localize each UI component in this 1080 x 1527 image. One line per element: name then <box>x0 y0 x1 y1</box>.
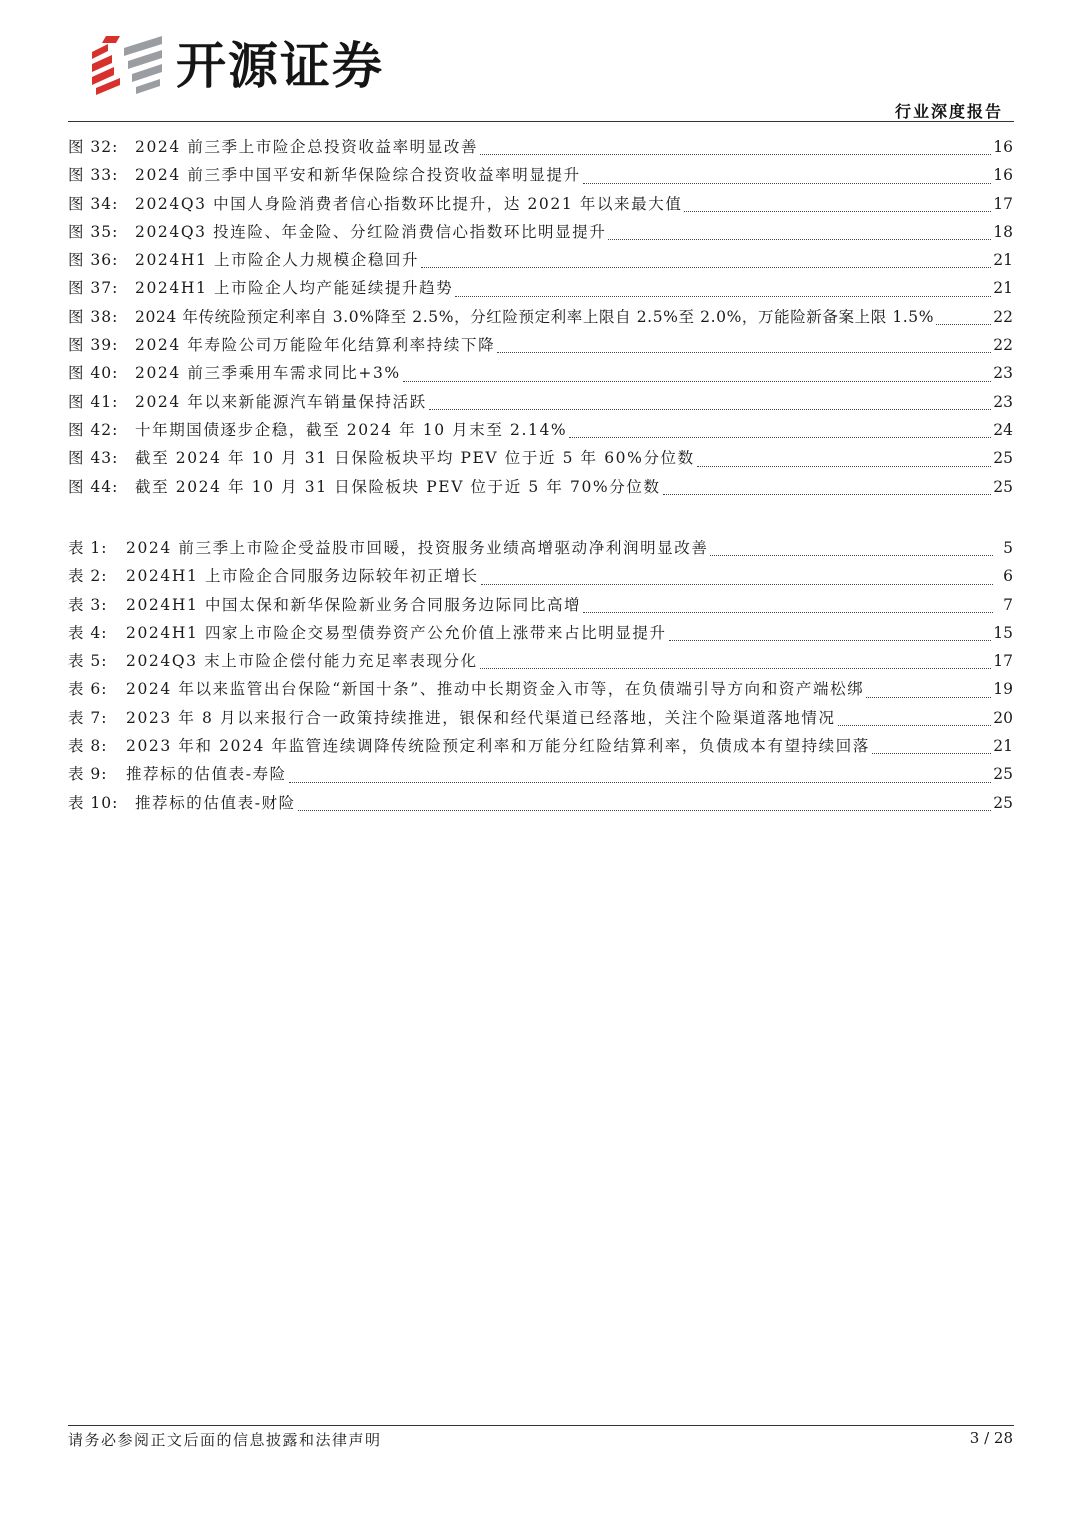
dot-leader <box>403 380 992 382</box>
entry-title: 2023 年和 2024 年监管连续调降传统险预定利率和万能分红险结算利率，负债成本有望持续回落 <box>126 737 870 756</box>
company-logo-mark-icon <box>90 34 165 96</box>
entry-page: 17 <box>993 194 1013 213</box>
entry-label: 图 37: <box>68 279 119 298</box>
dot-leader <box>497 351 991 353</box>
toc-entry[interactable] <box>68 306 1013 334</box>
entry-page: 19 <box>993 680 1013 699</box>
entry-title: 2024Q3 投连险、年金险、分红险消费信心指数环比明显提升 <box>135 222 607 241</box>
toc-entry[interactable] <box>68 792 1013 820</box>
dot-leader <box>480 153 991 155</box>
toc-entry[interactable] <box>68 594 1013 622</box>
toc-entry[interactable] <box>68 537 1013 565</box>
entry-title: 2024H1 上市险企合同服务边际较年初正增长 <box>126 567 479 586</box>
entry-label: 表 9: <box>68 765 108 784</box>
toc-entry[interactable] <box>68 136 1013 164</box>
entry-page: 22 <box>993 336 1013 355</box>
dot-leader <box>866 696 991 698</box>
dot-leader <box>455 295 991 297</box>
entry-title: 2024 年以来监管出台保险“新国十条”、推动中长期资金入市等，在负债端引导方向和资产端松绑 <box>126 680 865 699</box>
entry-page: 6 <box>1003 567 1013 586</box>
toc-entry[interactable] <box>68 650 1013 678</box>
entry-label: 图 43: <box>68 449 119 468</box>
toc-entry[interactable] <box>68 193 1013 221</box>
dot-leader <box>289 781 992 783</box>
entry-title: 2024H1 中国太保和新华保险新业务合同服务边际同比高增 <box>126 595 582 614</box>
entry-page: 23 <box>993 392 1013 411</box>
entry-title: 2024 前三季上市险企受益股市回暖，投资服务业绩高增驱动净利润明显改善 <box>126 539 709 557</box>
entry-title: 2024 前三季中国平安和新华保险综合投资收益率明显提升 <box>135 166 581 185</box>
entry-page: 25 <box>993 765 1013 784</box>
toc-entry[interactable] <box>68 362 1013 390</box>
entry-page: 22 <box>993 307 1013 326</box>
dot-leader <box>697 465 992 467</box>
entry-title: 2024 前三季乘用车需求同比+3% <box>135 364 401 383</box>
company-name: 开源证券 <box>176 37 384 95</box>
entry-page: 18 <box>993 222 1013 241</box>
dot-leader <box>684 210 991 212</box>
entry-label: 图 32: <box>68 138 119 156</box>
entry-label: 图 44: <box>68 477 119 496</box>
report-type-label: 行业深度报告 <box>894 102 1003 121</box>
dot-leader <box>480 667 992 669</box>
entry-label: 图 40: <box>68 364 119 383</box>
toc-entry[interactable] <box>68 277 1013 305</box>
dot-leader <box>298 809 992 811</box>
entry-title: 2024 年以来新能源汽车销量保持活跃 <box>135 392 427 411</box>
entry-label: 图 36: <box>68 251 119 270</box>
entry-title: 截至 2024 年 10 月 31 日保险板块平均 PEV 位于近 5 年 60%分位数 <box>135 449 695 468</box>
entry-page: 25 <box>993 793 1013 812</box>
entry-label: 图 34: <box>68 194 119 213</box>
entry-label: 图 42: <box>68 420 119 439</box>
entry-label: 表 3: <box>68 595 108 614</box>
entry-page: 16 <box>993 166 1013 185</box>
dot-leader <box>608 238 991 240</box>
toc-entry[interactable] <box>68 391 1013 419</box>
entry-label: 表 6: <box>68 680 108 699</box>
dot-leader <box>936 323 991 325</box>
toc-entry[interactable] <box>68 707 1013 735</box>
entry-title: 推荐标的估值表-财险 <box>135 793 296 812</box>
entry-title: 2024H1 上市险企人均产能延续提升趋势 <box>135 279 454 298</box>
entry-label: 表 8: <box>68 737 108 756</box>
entry-title: 十年期国债逐步企稳，截至 2024 年 10 月末至 2.14% <box>135 420 568 439</box>
toc-entry[interactable] <box>68 419 1013 447</box>
entry-page: 7 <box>1003 595 1013 614</box>
entry-label: 表 7: <box>68 708 108 727</box>
entry-page: 24 <box>993 420 1013 439</box>
entry-page: 5 <box>1003 539 1013 557</box>
entry-page: 20 <box>993 708 1013 727</box>
entry-label: 图 35: <box>68 222 119 241</box>
toc-entry[interactable] <box>68 565 1013 593</box>
entry-label: 表 10: <box>68 793 119 812</box>
dot-leader <box>583 182 992 184</box>
entry-page: 21 <box>993 737 1013 756</box>
dot-leader <box>663 493 992 495</box>
entry-label: 图 39: <box>68 336 119 355</box>
entry-title: 2024 年寿险公司万能险年化结算利率持续下降 <box>135 336 496 355</box>
dot-leader <box>838 724 992 726</box>
entry-page: 21 <box>993 279 1013 298</box>
entry-label: 表 5: <box>68 652 108 671</box>
entry-title: 2024 前三季上市险企总投资收益率明显改善 <box>135 138 479 156</box>
entry-label: 表 4: <box>68 623 108 642</box>
entry-title: 2024H1 上市险企人力规模企稳回升 <box>135 251 420 270</box>
toc-entry[interactable] <box>68 763 1013 791</box>
figure-list <box>68 136 1013 504</box>
toc-entry[interactable] <box>68 249 1013 277</box>
page-number: 3 / 28 <box>969 1429 1013 1447</box>
entry-page: 17 <box>993 652 1013 671</box>
dot-leader <box>872 752 991 754</box>
entry-page: 16 <box>993 138 1013 156</box>
entry-page: 23 <box>993 364 1013 383</box>
dot-leader <box>421 266 991 268</box>
entry-page: 25 <box>993 477 1013 496</box>
toc-entry[interactable] <box>68 735 1013 763</box>
footer-disclaimer: 请务必参阅正文后面的信息披露和法律声明 <box>68 1431 382 1449</box>
entry-title: 2023 年 8 月以来报行合一政策持续推进，银保和经代渠道已经落地，关注个险渠道落地情况 <box>126 708 836 727</box>
footer-divider <box>68 1425 1014 1426</box>
entry-title: 2024Q3 末上市险企偿付能力充足率表现分化 <box>126 652 478 671</box>
toc-entry[interactable] <box>68 221 1013 249</box>
entry-title: 截至 2024 年 10 月 31 日保险板块 PEV 位于近 5 年 70%分位数 <box>135 477 661 496</box>
table-list <box>68 537 1013 820</box>
toc-entry[interactable] <box>68 447 1013 475</box>
entry-label: 表 2: <box>68 567 108 586</box>
dot-leader <box>583 611 993 613</box>
entry-title: 2024H1 四家上市险企交易型债券资产公允价值上涨带来占比明显提升 <box>126 623 667 642</box>
entry-label: 图 38: <box>68 307 119 326</box>
dot-leader <box>669 639 992 641</box>
entry-page: 21 <box>993 251 1013 270</box>
header-divider <box>68 121 1014 122</box>
entry-label: 图 33: <box>68 166 119 185</box>
toc-entry[interactable] <box>68 476 1013 504</box>
dot-leader <box>481 583 993 585</box>
entry-title: 推荐标的估值表-寿险 <box>126 765 287 784</box>
toc-entry[interactable] <box>68 164 1013 192</box>
dot-leader <box>710 554 993 556</box>
company-logo <box>90 34 420 98</box>
toc-entry[interactable] <box>68 334 1013 362</box>
dot-leader <box>569 436 991 438</box>
toc-entry[interactable] <box>68 622 1013 650</box>
toc-entry[interactable] <box>68 678 1013 706</box>
entry-label: 表 1: <box>68 539 108 557</box>
entry-page: 25 <box>993 449 1013 468</box>
entry-title: 2024Q3 中国人身险消费者信心指数环比提升，达 2021 年以来最大值 <box>135 194 683 213</box>
dot-leader <box>429 408 991 410</box>
entry-label: 图 41: <box>68 392 119 411</box>
entry-title: 2024 年传统险预定利率自 3.0%降至 2.5%，分红险预定利率上限自 2.5%至 2.0%，万能险新备案上限 1.5% <box>135 307 935 326</box>
entry-page: 15 <box>993 623 1013 642</box>
